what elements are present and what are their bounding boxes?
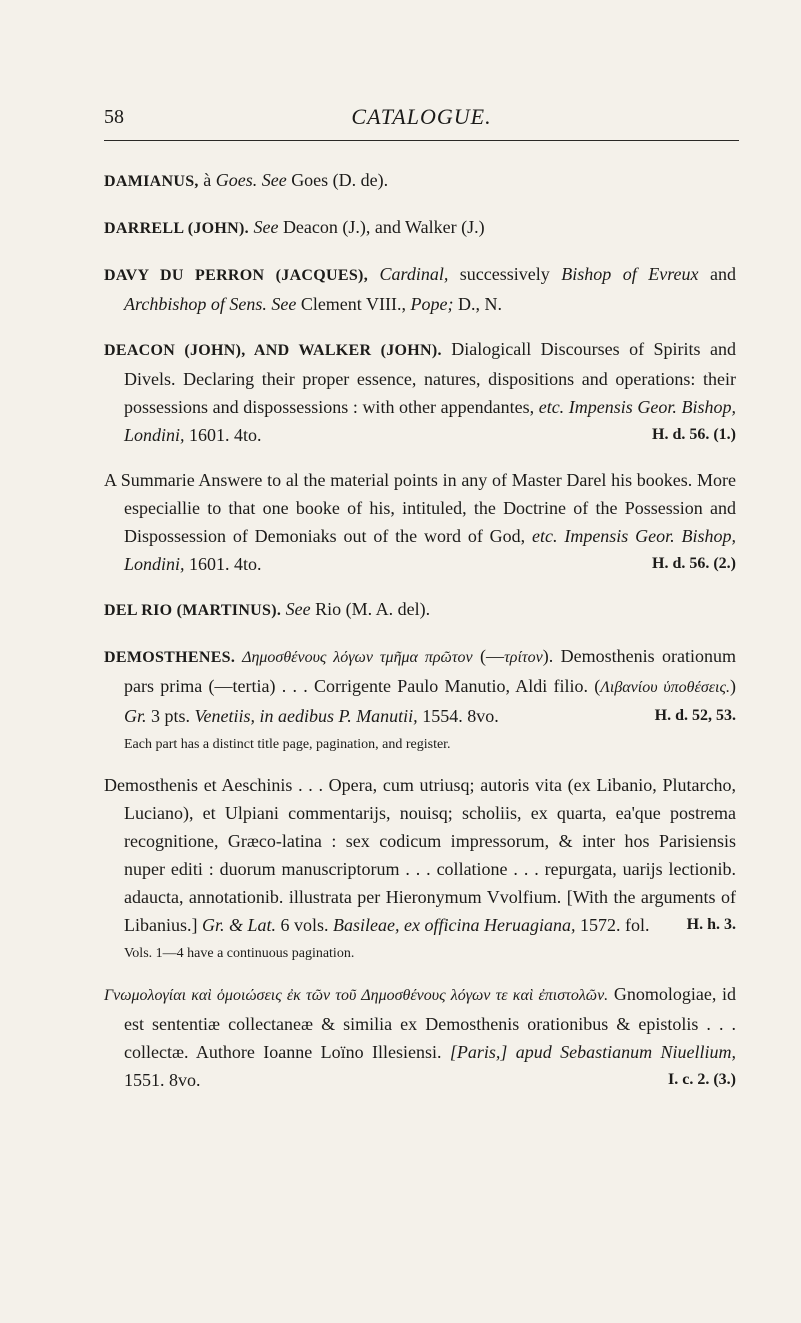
entry-note: Each part has a distinct title page, pagination, and register. — [124, 737, 451, 752]
entry-heading: DEL RIO (MARTINUS). — [104, 602, 282, 619]
entry-deacon-walker: DEACON (JOHN), AND WALKER (JOHN). Dialogicall Discourses of Spirits and Divels. Declaring their proper essence, natures, dispositions and operations: their possessions and dispossessions : with other appendantes, etc. Impensis Geor. Bishop, Londini, 1601. 4to. H. d. 56. (1.) — [104, 335, 736, 449]
entry-heading: DEMOSTHENES. — [104, 649, 236, 666]
entry-heading: DARRELL (JOHN). — [104, 220, 249, 237]
entry-demosthenes-aeschinis: Demosthenis et Aeschinis . . . Opera, cum utriusq; autoris vita (ex Libanio, Plutarcho, Luciano), et Ulpiani commentarijs, nouisq; scholiis, ex quarta, ea'que postrema recognitione, Græco-latina : sex codicum impressorum, & inter hos Parisiensis nuper editi : duorum manuscriptorum . . . collatione . . . repurgata, uarijs lectionib. adaucta, annotationib. illustrata per Hieronymum Vvolfium. [With the arguments of Libanius.] Gr. & Lat. 6 vols. Basileae, ex officina Heruagiana, 1572. fol. H. h. 3. — [104, 771, 736, 939]
entry-heading: DEACON (JOHN), AND WALKER (JOHN). — [104, 342, 442, 359]
entry-heading: DAMIANUS, — [104, 173, 199, 190]
page-number: 58 — [104, 106, 124, 128]
entry-summarie-answere: A Summarie Answere to al the material points in any of Master Darel his bookes. More especiallie to that one booke of his, intituled, the Doctrine of the Possession and Dispossession of Demoniaks out of the word of God, etc. Impensis Geor. Bishop, Londini, 1601. 4to. H. d. 56. (2.) — [104, 466, 736, 578]
entry-gnomologiae: Γνωμολογίαι καὶ ὁμοιώσεις ἐκ τῶν τοῦ Δημοσθένους λόγων τε καὶ ἐπιστολῶν. Gnomologiae, id est sententiæ collectaneæ & similia ex Demosthenis orationibus & epistolis . . . collectæ. Authore Ioanne Loïno Illesiensi. [Paris,] apud Sebastianum Niuellium, 1551. 8vo. I. c. 2. (3.) — [104, 980, 736, 1094]
shelfmark: H. h. 3. — [686, 916, 736, 933]
entry-davy-du-perron: DAVY DU PERRON (JACQUES), Cardinal, successively Bishop of Evreux and Archbishop of Sens. See Clement VIII., Pope; D., N. — [104, 264, 736, 314]
catalogue-entries — [104, 166, 736, 1111]
entry-damianus: DAMIANUS, à Goes. See Goes (D. de). — [104, 170, 389, 190]
shelfmark: H. d. 56. (1.) — [652, 426, 736, 443]
shelfmark: I. c. 2. (3.) — [668, 1071, 736, 1088]
running-head — [104, 100, 739, 141]
entry-heading: DAVY DU PERRON (JACQUES), — [104, 267, 368, 284]
entry-demosthenes: DEMOSTHENES. Δημοσθένους λόγων τμῆμα πρῶτον (—τρίτον). Demosthenis orationum pars prima (—tertia) . . . Corrigente Paulo Manutio, Aldi filio. (Λιβανίου ὑποθέσεις.) Gr. 3 pts. Venetiis, in aedibus P. Manutii, 1554. 8vo. H. d. 52, 53. — [104, 642, 736, 730]
shelfmark: H. d. 52, 53. — [654, 707, 736, 724]
entry-del-rio: DEL RIO (MARTINUS). See Rio (M. A. del). — [104, 599, 431, 619]
entry-note: Vols. 1—4 have a continuous pagination. — [124, 946, 355, 961]
shelfmark: H. d. 56. (2.) — [652, 555, 736, 572]
page-title: CATALOGUE. — [351, 104, 492, 129]
entry-darrell: DARRELL (JOHN). See Deacon (J.), and Walker (J.) — [104, 217, 485, 237]
